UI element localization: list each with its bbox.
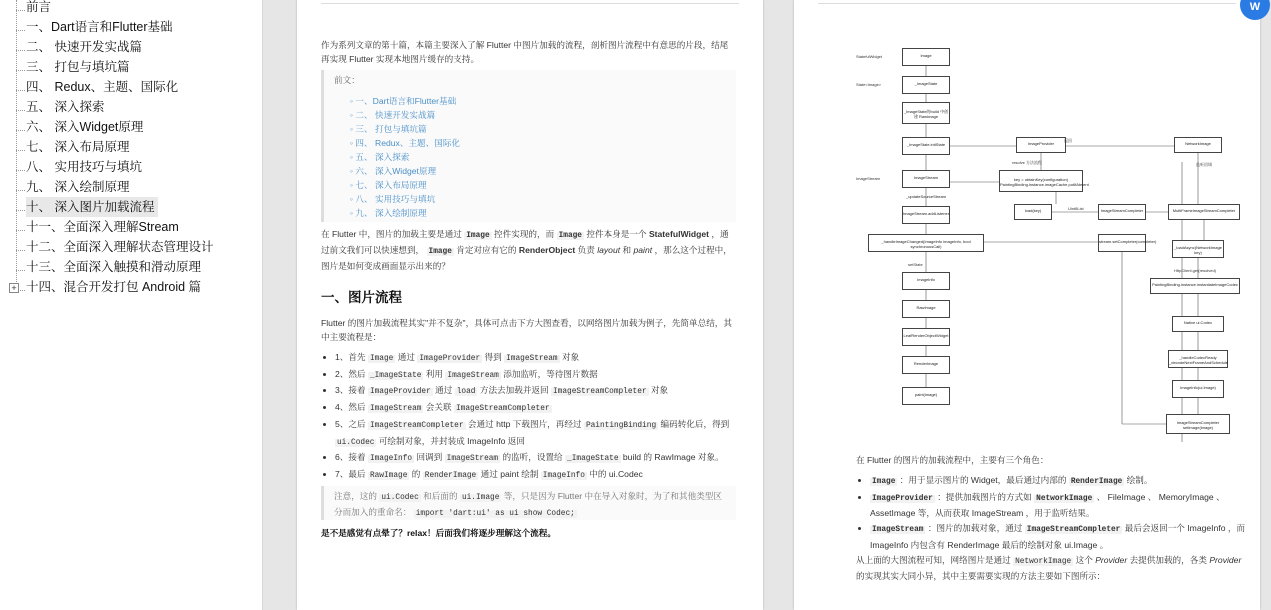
flow-node: paint(image) <box>902 387 950 405</box>
outline-item[interactable]: 十三、全面深入触摸和滑动原理 <box>26 260 202 274</box>
note-quote <box>321 486 736 520</box>
toc-link[interactable]: ◦ 八、 实用技巧与填坑 <box>350 194 436 204</box>
tree-connector <box>16 110 25 111</box>
flow-side-label: StatefulWidget <box>856 54 883 59</box>
flow-node: _ImageState <box>902 76 950 94</box>
role-item: • ImageProvider ：提供加载图片的方式如 NetworkImage 、 FileImage 、 MemoryImage 、 AssetImage 等，从而获取 ImageStream ，用于监听结果。 <box>870 490 1260 521</box>
roles-list <box>856 473 1260 553</box>
flow-node: ImageProvider <box>1016 137 1066 153</box>
flow-node: _ImageState.initState <box>902 137 950 155</box>
flow-node: Image <box>902 48 950 66</box>
flow-node: MultiFrameImageStreamCompleter <box>1168 204 1240 220</box>
flow-step: • 6、接着 ImageInfo 回调到 ImageStream 的监听，设置给 _ImageState build 的 RawImage 对象。 <box>335 450 735 467</box>
flow-node: key = obtainKey(configuration) PaintingBinding.instance.imageCache.putIfAbsent <box>999 170 1083 192</box>
outline-item[interactable]: 三、 打包与填坑篇 <box>26 60 130 74</box>
flow-edge-label: resolve 方法流程 <box>1012 160 1043 165</box>
flow-edge-label: HttpClient.get(resolved) <box>1174 268 1217 273</box>
flow-node: PaintingBinding.instance.instantiateImageCodec <box>1150 278 1240 294</box>
toc-link[interactable]: ◦ 六、 深入Widget原理 <box>350 166 437 176</box>
flow-node: LeafRenderObjectWidget <box>902 328 950 346</box>
roles-intro: 在 Flutter 的图片的加载流程中，主要有三个角色： <box>856 455 1049 465</box>
toc-link[interactable]: ◦ 七、 深入布局原理 <box>350 180 427 190</box>
tree-connector <box>16 30 25 31</box>
toc-quote <box>321 70 736 222</box>
flow-node: NetworkImage <box>1174 137 1222 153</box>
outline-item[interactable]: 十、 深入图片加载流程 <box>26 197 158 217</box>
flow-step: • 3、接着 ImageProvider 通过 load 方法去加载并返回 ImageStreamCompleter 对象 <box>335 383 735 400</box>
toc-link[interactable]: ◦ 九、 深入绘制原理 <box>350 208 427 218</box>
toc-link[interactable]: ◦ 五、 深入探索 <box>350 152 410 162</box>
tree-connector <box>16 90 25 91</box>
tree-connector <box>16 250 25 251</box>
flow-node: ImageStream.addListener <box>902 206 950 224</box>
outline-item[interactable]: 八、 实用技巧与填坑 <box>26 160 142 174</box>
provider-paragraph: 从上面的大图流程可知，网络图片是通过 NetworkImage 这个 Provider 去提供加载的，各类 Provider 的实现其实大同小异，其中主要需要实现的方法主要如下图所示： <box>856 555 1242 581</box>
section-heading: 一、图片流程 <box>321 290 402 305</box>
outline-item[interactable]: 二、 快速开发实战篇 <box>26 40 142 54</box>
flow-node: ImageStreamCompleter <box>1098 204 1146 220</box>
tree-connector <box>16 130 25 131</box>
flow-node: Native ui.Codec <box>1172 316 1224 332</box>
image-loading-flowchart[interactable] <box>856 42 1240 440</box>
tree-connector <box>16 210 25 211</box>
outline-item[interactable]: 前言 <box>26 0 52 14</box>
flow-node: _handleCodecReady _decodeNextFrameAndSchedule <box>1168 350 1228 368</box>
toc-list <box>350 94 460 220</box>
flow-node: RenderImage <box>902 356 950 374</box>
tree-connector <box>16 170 25 171</box>
tree-connector <box>16 150 25 151</box>
flow-step: • 4、然后 ImageStream 会关联 ImageStreamCompleter <box>335 400 735 417</box>
role-item: • ImageStream ：图片的加载对象，通过 ImageStreamCompleter 最后会返回一个 ImageInfo ，而 ImageInfo 内包含有 RenderImage 最后的绘制对象 ui.Image 。 <box>870 521 1260 552</box>
flow-step: • 2、然后 _ImageState 利用 ImageStream 添加监听，等待图片数据 <box>335 367 735 384</box>
flow-node: _loadAsync(NetworkImage key) <box>1172 240 1224 258</box>
flow-node: RawImage <box>902 300 950 318</box>
tree-connector <box>16 270 25 271</box>
tree-connector <box>16 190 25 191</box>
intro-paragraph: 作为系列文章的第十篇，本篇主要深入了解 Flutter 中图片加载的流程，剖析图片流程中有意思的片段，结尾再实现 Flutter 实现本地图片缓存的支持。 <box>321 40 729 64</box>
flow-side-label: State<Image> <box>856 82 882 87</box>
page-top-rule <box>321 3 739 4</box>
tree-connector <box>16 10 25 11</box>
flow-node: _handleImageChanged(ImageInfo imageInfo, bool synchronousCall) <box>868 234 984 252</box>
tree-connector <box>16 230 25 231</box>
outline-item[interactable]: 六、 深入Widget原理 <box>26 120 144 134</box>
flow-step: • 7、最后 RawImage 的 RenderImage 通过 paint 绘制 ImageInfo 中的 ui.Codec <box>335 467 735 484</box>
flow-edge-label: 监听回调 <box>1196 162 1212 167</box>
document-page-1 <box>297 0 763 610</box>
tree-guide-line <box>16 0 17 288</box>
role-item: • Image ：用于显示图片的 Widget，最后通过内部的 RenderImage 绘制。 <box>870 473 1260 490</box>
document-page-2 <box>794 0 1260 610</box>
outline-item[interactable]: 七、 深入布局原理 <box>26 140 130 154</box>
flow-edge-label: 返回 <box>1064 138 1072 143</box>
flow-summary-paragraph: Flutter 的图片加载流程其实"并不复杂"，具体可点击下方大图查看，以网络图片加载为例子，先简单总结，其中主要流程是： <box>321 318 732 342</box>
flow-step: • 5、之后 ImageStreamCompleter 会通过 http 下载图片，再经过 PaintingBinding 编码转化后，得到 ui.Codec 可绘制对象，并封装成 ImageInfo 返回 <box>335 417 735 450</box>
tree-connector <box>16 70 25 71</box>
outline-tree <box>0 0 263 610</box>
outline-item[interactable]: 一、Dart语言和Flutter基础 <box>26 20 173 34</box>
image-widget-paragraph: 在 Flutter 中，图片的加载主要是通过 Image 控件实现的，而 Image 控件本身是一个 StatefulWidget ，通过前文我们可以快速想到， Image 肯定对应有它的 RenderObject 负责 layout 和 paint ，那么这个过程中，图片是如何变成画面显示出来的？ <box>321 229 732 271</box>
flow-step: • 1、首先 Image 通过 ImageProvider 得到 ImageStream 对象 <box>335 350 735 367</box>
outline-item[interactable]: 五、 深入探索 <box>26 100 105 114</box>
tree-connector <box>16 50 25 51</box>
flow-node: ImageInfo <box>902 272 950 290</box>
page-top-rule <box>818 3 1236 4</box>
flow-side-label: ImageStream <box>856 176 881 181</box>
expand-toggle-icon[interactable]: + <box>9 283 19 293</box>
outline-item[interactable]: 十一、全面深入理解Stream <box>26 220 179 234</box>
flow-node: ImageInfo(ui.Image) <box>1172 380 1224 398</box>
outline-item[interactable]: 九、 深入绘制原理 <box>26 180 130 194</box>
flow-steps-list <box>321 350 735 484</box>
toc-link[interactable]: ◦ 一、Dart语言和Flutter基础 <box>350 96 457 106</box>
toc-link[interactable]: ◦ 四、 Redux、主题、国际化 <box>350 138 461 148</box>
closing-line: 是不是感觉有点晕了？relax！后面我们将逐步理解这个流程。 <box>321 528 556 538</box>
flow-edge-label: Uint8List <box>1068 206 1084 211</box>
outline-item[interactable]: 十二、全面深入理解状态管理设计 <box>26 240 214 254</box>
outline-item[interactable]: 四、 Redux、主题、国际化 <box>26 80 179 94</box>
flow-node: stream.setCompleter(completer) <box>1098 234 1146 252</box>
flow-node: _ImageState的build 中创建 RawImage <box>902 102 950 124</box>
note-text: 注意，这的 ui.Codec 和后面的 ui.Image 等，只是因为 Flutter 中在导入对象时，为了和其他类型区分而加入的重命名： import 'dart:ui' as ui show Codec; <box>334 491 722 518</box>
outline-item[interactable]: 十四、混合开发打包 Android 篇 <box>26 280 202 294</box>
flow-node: ImageStreamCompleter setImage(image) <box>1166 414 1230 434</box>
toc-title: 前文： <box>334 75 360 85</box>
toc-link[interactable]: ◦ 二、 快速开发实战篇 <box>350 110 436 120</box>
toc-link[interactable]: ◦ 三、 打包与填坑篇 <box>350 124 427 134</box>
flow-node: load(key) <box>1014 204 1052 220</box>
flow-edge-label: setState <box>908 262 923 267</box>
flow-node: _updateSourceStream <box>905 194 947 199</box>
app-logo-icon[interactable]: W <box>1240 0 1270 20</box>
flow-node: ImageStream <box>902 170 950 188</box>
